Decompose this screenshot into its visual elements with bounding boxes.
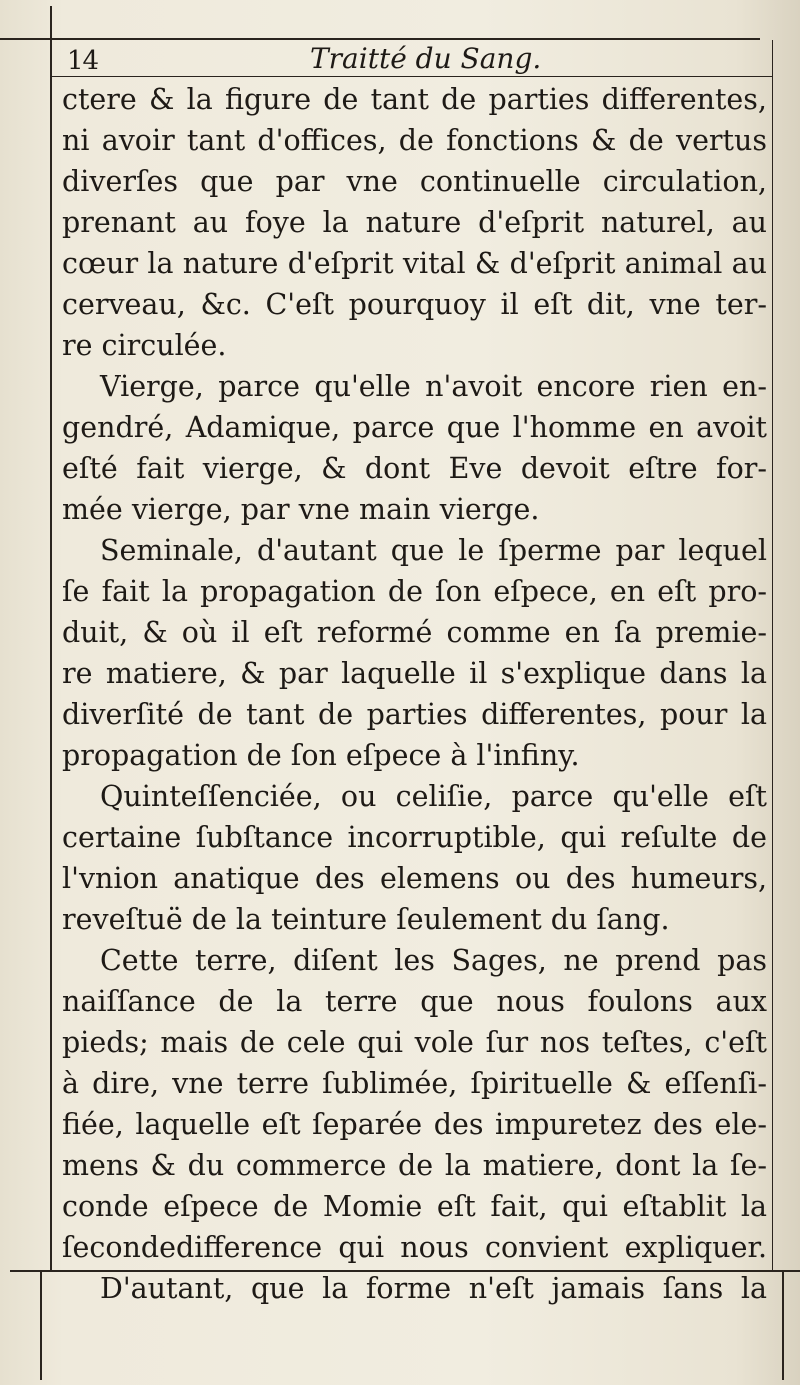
paragraph-start-line: Quinteſſenciée, ou celiſie, parce qu'elle eſt [100, 780, 767, 813]
running-title: Traitté du Sang. [310, 42, 542, 75]
text-line: re matiere, & par laquelle il s'explique dans la [62, 657, 767, 690]
right-edge-rule [782, 1270, 784, 1380]
text-line: mée vierge, par vne main vierge. [62, 493, 540, 526]
text-line: naiſſance de la terre que nous foulons aux [62, 985, 767, 1018]
page-number: 14 [67, 46, 99, 76]
top-rule [0, 38, 760, 40]
running-head [55, 42, 775, 76]
right-margin-rule [772, 40, 773, 1270]
text-line: ſe fait la propagation de ſon eſpece, en eſt pro- [62, 575, 767, 608]
text-line: duit, & où il eſt reformé comme en ſa premie- [62, 616, 767, 649]
header-rule [50, 76, 772, 77]
text-line: ctere & la figure de tant de parties differentes, [62, 83, 767, 116]
text-line: certaine ſubſtance incorruptible, qui reſulte de [62, 821, 767, 854]
text-line: diverſité de tant de parties differentes, pour la [62, 698, 767, 731]
paragraph-start-line: Vierge, parce qu'elle n'avoit encore rien en- [100, 370, 767, 403]
text-line: mens & du commerce de la matiere, dont la ſe- [62, 1149, 767, 1182]
text-line: propagation de ſon eſpece à l'infiny. [62, 739, 580, 772]
text-line: pieds; mais de cele qui vole ſur nos teſtes, c'eſt [62, 1026, 767, 1059]
text-line: eſté fait vierge, & dont Eve devoit eſtre for- [62, 452, 767, 485]
text-line: gendré, Adamique, parce que l'homme en avoit [62, 411, 767, 444]
text-line: fiée, laquelle eſt ſeparée des impuretez des ele- [62, 1108, 767, 1141]
outer-left-rule [40, 1270, 42, 1380]
text-line: l'vnion anatique des elemens ou des humeurs, [62, 862, 767, 895]
text-line: reveſtuë de la teinture ſeulement du ſang. [62, 903, 670, 936]
text-line: prenant au foye la nature d'eſprit naturel, au [62, 206, 767, 239]
text-line: à dire, vne terre ſublimée, ſpirituelle & eſſenſi- [62, 1067, 767, 1100]
paragraph-start-line: Seminale, d'autant que le ſperme par lequel [100, 534, 767, 567]
text-line: cerveau, &c. C'eſt pourquoy il eſt dit, vne ter- [62, 288, 767, 321]
text-line: conde eſpece de Momie eſt fait, qui eſtablit la [62, 1190, 767, 1223]
text-line: ſecondedifference qui nous convient expliquer. [62, 1231, 767, 1264]
catchword-line: D'autant, que la forme n'eſt jamais ſans la [100, 1272, 767, 1305]
text-line: ni avoir tant d'offices, de fonctions & de vertus [62, 124, 767, 157]
text-line: re circulée. [62, 329, 227, 362]
text-line: diverſes que par vne continuelle circulation, [62, 165, 767, 198]
body-text [62, 79, 767, 1309]
left-margin-rule [50, 6, 52, 1270]
paragraph-start-line: Cette terre, diſent les Sages, ne prend pas [100, 944, 767, 977]
text-line: cœur la nature d'eſprit vital & d'eſprit animal au [62, 247, 767, 280]
